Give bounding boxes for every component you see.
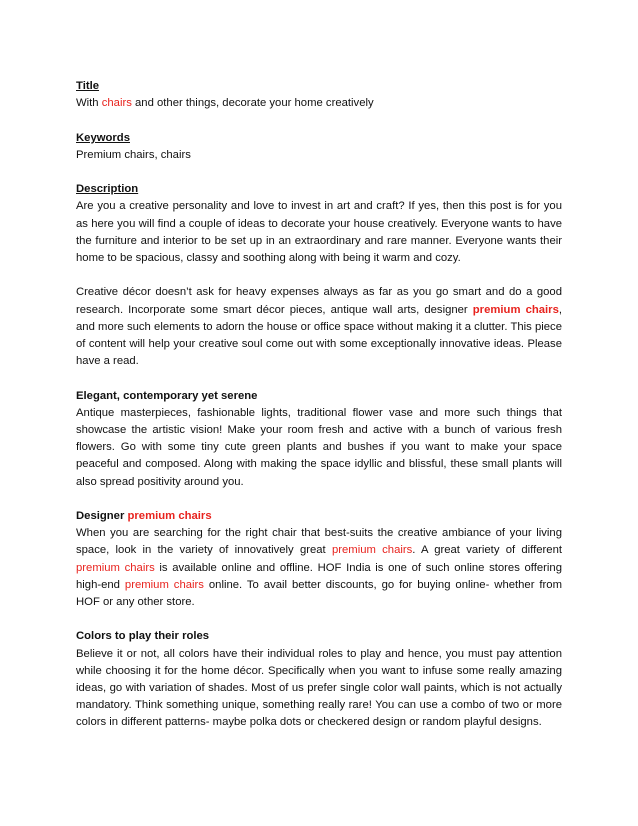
elegant-text: Antique masterpieces, fashionable lights, traditional flower vase and more such things that showcase the artistic vision! Make your room fresh and active with a bunch of various fresh flowers. Go with some tiny cute green plants and bushes if you want to make your space peaceful and composed. Along with making the space idyllic and blissful, these small plants will also spread positivity around you. xyxy=(76,406,562,488)
designer-t2: . A great variety of different xyxy=(412,544,562,557)
designer-h3: premium chairs xyxy=(124,578,204,591)
title-text xyxy=(76,95,562,112)
designer-heading xyxy=(76,508,562,525)
elegant-heading: Elegant, contemporary yet serene xyxy=(76,389,258,402)
description-paragraph-2 xyxy=(76,284,562,370)
title-highlight: chairs xyxy=(101,97,132,110)
designer-h2: premium chairs xyxy=(76,561,155,574)
keywords-section xyxy=(76,130,562,164)
title-heading: Title xyxy=(76,80,100,92)
p2-before: Creative décor doesn’t ask for heavy expenses always as far as you go smart and do a good research. Incorporate some smart décor pieces, antique wall arts, designer xyxy=(76,286,562,316)
colors-section xyxy=(76,628,562,731)
description-paragraph-2-section xyxy=(76,284,562,370)
designer-h1: premium chairs xyxy=(331,544,413,557)
title-text-after: and other things, decorate your home creatively xyxy=(131,97,374,110)
designer-heading-highlight: premium chairs xyxy=(127,510,212,522)
p2-after: , and more such elements to adorn the house or office space without making it a clutter. This piece of content will help your creative soul come out with some exceptionally innovative ideas. Please have a read. xyxy=(76,303,562,368)
designer-heading-before: Designer xyxy=(76,510,128,522)
colors-text: Believe it or not, all colors have their individual roles to play and hence, you must pay attention while choosing it for the home décor. Specifically when you want to infuse some really amazing ideas, go with variation of shades. Most of us prefer single color wall paints, which is not actually mandatory. Think something unique, something really rare! You can use a combo of two or more colors in different patterns- maybe polka dots or checkered design or random playful designs. xyxy=(76,647,562,729)
p2-highlight: premium chairs xyxy=(472,303,559,316)
document-page xyxy=(76,78,562,749)
colors-heading: Colors to play their roles xyxy=(76,630,210,643)
description-paragraph-1: Are you a creative personality and love to invest in art and craft? If yes, then this post is for you as here you will find a couple of ideas to decorate your house creatively. Everyone wants to have the furniture and interior to be set up in an extraordinary and rare manner. Everyone wants their home to be spacious, classy and soothing along with being it warm and cozy. xyxy=(76,200,562,264)
description-heading: Description xyxy=(76,183,139,196)
designer-text xyxy=(76,525,562,611)
designer-t3: is available online and offline. HOF India is one of such online stores offering high-end xyxy=(76,561,562,591)
title-text-before: With xyxy=(76,97,102,110)
keywords-heading: Keywords xyxy=(76,131,130,144)
description-section xyxy=(76,181,562,267)
designer-t1: When you are searching for the right chair that best-suits the creative ambiance of your living space, look in the variety of innovatively great xyxy=(76,527,562,557)
keywords-text: Premium chairs, chairs xyxy=(76,148,191,161)
elegant-section xyxy=(76,388,562,491)
title-section xyxy=(76,78,562,112)
designer-t4: online. To avail better discounts, go for buying online- whether from HOF or any other store. xyxy=(76,578,563,609)
designer-section xyxy=(76,508,562,611)
